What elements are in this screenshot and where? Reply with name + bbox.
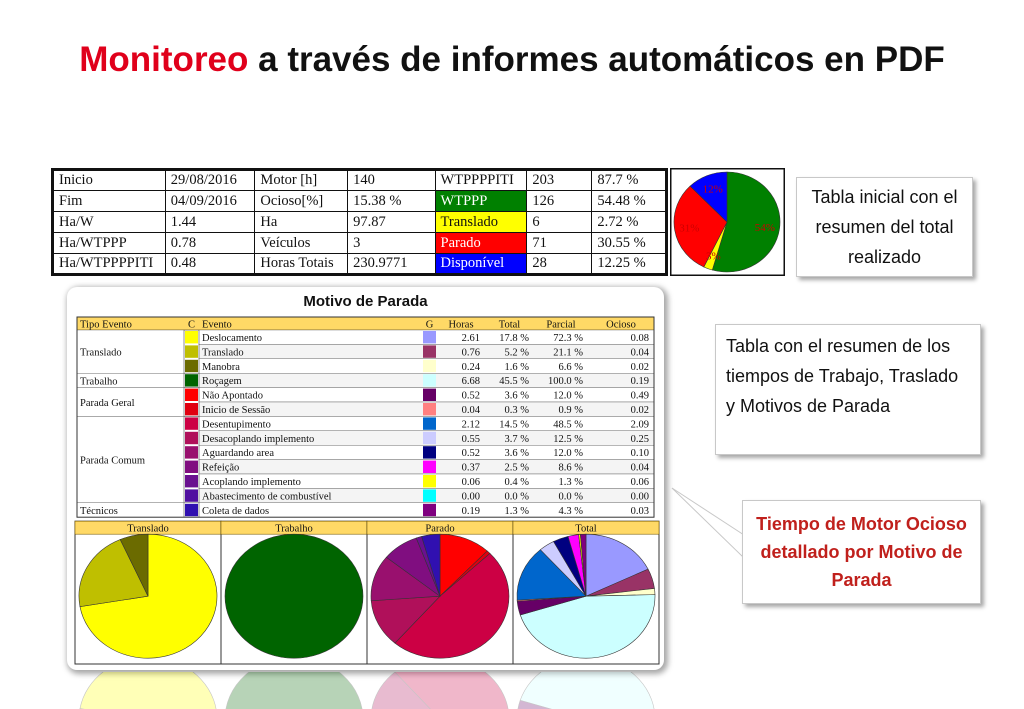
reflection-art xyxy=(67,672,664,709)
motivo-cell-event: Abastecimento de combustível xyxy=(202,491,332,503)
motivo-cell-ocioso: 0.08 xyxy=(630,333,649,344)
summary-cell: 71 xyxy=(527,233,592,254)
reflect-0-slice-2 xyxy=(80,672,217,709)
summary-cell: Horas Totais xyxy=(255,254,348,275)
motivo-group-label: Trabalho xyxy=(80,376,118,388)
motivo-cell-ocioso: 0.02 xyxy=(630,361,649,373)
motivo-cell-ocioso: 0.49 xyxy=(630,390,649,402)
motivo-c-swatch xyxy=(185,504,198,516)
motivo-cell-horas: 0.52 xyxy=(461,390,480,402)
summary-cell: 1.44 xyxy=(165,212,255,233)
motivo-cell-parcial: 4.3 % xyxy=(558,505,583,517)
motivo-cell-horas: 0.55 xyxy=(461,433,480,445)
motivo-g-swatch xyxy=(423,446,436,458)
summary-cell: Disponível xyxy=(435,254,527,275)
pie-trabalho-slice-0 xyxy=(225,534,363,658)
motivo-cell-ocioso: 0.03 xyxy=(630,505,649,517)
motivo-cell-ocioso: 0.04 xyxy=(630,462,649,474)
motivo-cell-parcial: 21.1 % xyxy=(553,347,583,359)
motivo-g-swatch xyxy=(423,374,436,386)
reflect-1-slice-0 xyxy=(225,672,363,709)
motivo-cell-event: Desentupimento xyxy=(202,419,271,431)
motivo-c-swatch xyxy=(185,432,198,444)
motivo-cell-parcial: 48.5 % xyxy=(553,419,583,431)
summary-cell: 0.78 xyxy=(165,233,255,254)
motivo-cell-event: Roçagem xyxy=(202,376,242,388)
title-rest: a través de informes automáticos en PDF xyxy=(248,40,945,79)
motivo-cell-total: 0.0 % xyxy=(504,491,529,503)
motivo-cell-ocioso: 0.00 xyxy=(630,491,649,503)
motivo-cell-event: Desacoplando implemento xyxy=(202,433,315,445)
summary-cell: 2.72 % xyxy=(592,212,667,233)
slide-title xyxy=(0,40,1024,80)
motivo-cell-total: 0.4 % xyxy=(504,477,529,488)
summary-pie-label: 3% xyxy=(705,250,721,263)
summary-cell: 0.48 xyxy=(165,254,255,275)
summary-cell: Ha/WTPPPPITI xyxy=(53,254,166,275)
motivo-cell-total: 1.3 % xyxy=(504,505,529,517)
summary-cell: Veículos xyxy=(255,233,348,254)
summary-cell: Parado xyxy=(435,233,527,254)
motivo-cell-total: 0.3 % xyxy=(504,405,529,416)
summary-row xyxy=(53,191,667,212)
motivo-g-swatch xyxy=(423,475,436,487)
motivo-table-and-pies xyxy=(67,287,664,670)
motivo-header: Total xyxy=(498,319,521,331)
summary-row xyxy=(53,170,667,191)
title-accent: Monitoreo xyxy=(79,40,249,79)
motivo-cell-horas: 0.52 xyxy=(461,448,480,460)
callout-summary: Tabla inicial con el resumen del total realizado xyxy=(796,177,973,277)
summary-table xyxy=(51,168,668,276)
motivo-group-label: Parada Comum xyxy=(80,455,146,467)
panel-reflection xyxy=(67,672,664,709)
motivo-c-swatch xyxy=(185,417,198,429)
motivo-g-swatch xyxy=(423,345,436,357)
motivo-cell-event: Manobra xyxy=(202,361,240,373)
summary-row xyxy=(53,233,667,254)
motivo-cell-total: 5.2 % xyxy=(504,347,529,359)
motivo-cell-parcial: 12.0 % xyxy=(553,448,583,460)
motivo-cell-event: Acoplando implemento xyxy=(202,477,301,488)
motivo-cell-ocioso: 0.04 xyxy=(630,347,649,359)
motivo-cell-horas: 0.24 xyxy=(461,361,480,373)
motivo-cell-event: Não Apontado xyxy=(202,390,263,402)
motivo-c-swatch xyxy=(185,331,198,343)
summary-cell: Fim xyxy=(53,191,166,212)
callout-times: Tabla con el resumen de los tiempos de Trabajo, Traslado y Motivos de Parada xyxy=(715,324,981,455)
motivo-cell-parcial: 8.6 % xyxy=(558,462,583,474)
summary-cell: Inicio xyxy=(53,170,166,191)
motivo-cell-ocioso: 0.19 xyxy=(630,376,649,388)
motivo-cell-event: Inicio de Sessão xyxy=(202,405,271,416)
motivo-g-swatch xyxy=(423,360,436,372)
summary-cell: 12.25 % xyxy=(592,254,667,275)
motivo-cell-horas: 2.12 xyxy=(461,419,480,431)
motivo-cell-total: 2.5 % xyxy=(504,462,529,474)
motivo-cell-horas: 0.06 xyxy=(461,477,480,488)
motivo-header: Parcial xyxy=(546,319,576,331)
motivo-g-swatch xyxy=(423,489,436,501)
motivo-header: G xyxy=(425,319,434,331)
summary-cell: Ha xyxy=(255,212,348,233)
motivo-cell-ocioso: 0.02 xyxy=(630,405,649,416)
summary-cell: Ocioso[%] xyxy=(255,191,348,212)
motivo-g-swatch xyxy=(423,331,436,343)
pie-title: Total xyxy=(575,523,597,535)
summary-cell: 04/09/2016 xyxy=(165,191,255,212)
motivo-cell-horas: 2.61 xyxy=(461,333,480,344)
motivo-cell-ocioso: 0.06 xyxy=(630,477,649,488)
motivo-cell-event: Translado xyxy=(202,347,244,359)
motivo-header: Horas xyxy=(448,319,474,331)
pie-title: Trabalho xyxy=(275,523,313,535)
summary-pie-chart xyxy=(670,168,785,276)
summary-cell: Ha/WTPPP xyxy=(53,233,166,254)
motivo-cell-total: 17.8 % xyxy=(499,333,529,344)
motivo-group-label: Translado xyxy=(80,347,122,359)
summary-cell: 15.38 % xyxy=(348,191,435,212)
summary-cell: 3 xyxy=(348,233,435,254)
summary-pie-label: 54% xyxy=(754,222,775,235)
motivo-c-swatch xyxy=(185,360,198,372)
motivo-cell-total: 3.7 % xyxy=(504,433,529,445)
motivo-g-swatch xyxy=(423,504,436,516)
summary-row xyxy=(53,254,667,275)
motivo-cell-horas: 0.76 xyxy=(461,347,480,359)
summary-cell: 54.48 % xyxy=(592,191,667,212)
motivo-cell-horas: 0.19 xyxy=(461,505,480,517)
motivo-g-swatch xyxy=(423,432,436,444)
pie-title: Translado xyxy=(127,523,169,535)
motivo-cell-event: Coleta de dados xyxy=(202,505,270,517)
summary-cell: 140 xyxy=(348,170,435,191)
summary-cell: 87.7 % xyxy=(592,170,667,191)
motivo-header: C xyxy=(187,319,196,331)
summary-cell: WTPPP xyxy=(435,191,527,212)
motivo-cell-horas: 6.68 xyxy=(461,376,480,388)
summary-cell: 203 xyxy=(527,170,592,191)
motivo-cell-horas: 0.04 xyxy=(461,405,480,416)
motivo-cell-event: Refeição xyxy=(202,462,240,474)
summary-cell: 6 xyxy=(527,212,592,233)
motivo-header: Tipo Evento xyxy=(80,319,132,331)
callout-tail xyxy=(660,480,750,570)
pie-title: Parado xyxy=(425,523,455,535)
motivo-cell-parcial: 12.5 % xyxy=(553,433,583,445)
motivo-header: Evento xyxy=(202,319,232,331)
motivo-cell-horas: 0.00 xyxy=(461,491,480,503)
motivo-parada-panel xyxy=(67,287,664,670)
summary-pie-label: 12% xyxy=(702,183,723,196)
motivo-cell-parcial: 0.0 % xyxy=(558,491,583,503)
motivo-cell-total: 3.6 % xyxy=(504,390,529,402)
motivo-cell-event: Aguardando area xyxy=(202,448,275,460)
motivo-cell-total: 14.5 % xyxy=(499,419,529,431)
motivo-group-label: Técnicos xyxy=(80,506,118,517)
motivo-c-swatch xyxy=(185,489,198,501)
motivo-cell-ocioso: 2.09 xyxy=(630,419,649,431)
motivo-cell-parcial: 100.0 % xyxy=(548,376,583,388)
callout-idle-motor: Tiempo de Motor Ocioso detallado por Motivo de Parada xyxy=(742,500,981,604)
reflect-3-slice-9 xyxy=(520,672,655,709)
motivo-c-swatch xyxy=(185,446,198,458)
summary-cell: 230.9771 xyxy=(348,254,435,275)
motivo-g-swatch xyxy=(423,389,436,401)
motivo-c-swatch xyxy=(185,374,198,386)
panel-title: Motivo de Parada xyxy=(303,293,428,310)
motivo-cell-parcial: 0.9 % xyxy=(558,405,583,416)
motivo-header: Ocioso xyxy=(606,319,636,331)
summary-cell: 126 xyxy=(527,191,592,212)
summary-table-wrap xyxy=(51,168,668,275)
summary-cell: 29/08/2016 xyxy=(165,170,255,191)
motivo-c-swatch xyxy=(185,403,198,415)
motivo-cell-ocioso: 0.10 xyxy=(630,448,649,460)
summary-pie-label: 31% xyxy=(679,222,700,235)
summary-cell: Translado xyxy=(435,212,527,233)
summary-cell: 30.55 % xyxy=(592,233,667,254)
motivo-g-swatch xyxy=(423,403,436,415)
motivo-g-swatch xyxy=(423,461,436,473)
motivo-cell-horas: 0.37 xyxy=(461,462,480,474)
motivo-c-swatch xyxy=(185,461,198,473)
motivo-cell-event: Deslocamento xyxy=(202,333,263,344)
summary-cell: WTPPPPITI xyxy=(435,170,527,191)
summary-cell: Ha/W xyxy=(53,212,166,233)
motivo-cell-total: 1.6 % xyxy=(504,361,529,373)
motivo-cell-parcial: 1.3 % xyxy=(558,477,583,488)
summary-cell: 97.87 xyxy=(348,212,435,233)
motivo-cell-total: 45.5 % xyxy=(499,376,529,388)
motivo-cell-parcial: 6.6 % xyxy=(558,361,583,373)
motivo-c-swatch xyxy=(185,475,198,487)
motivo-cell-ocioso: 0.25 xyxy=(630,433,649,445)
summary-cell: 28 xyxy=(527,254,592,275)
motivo-g-swatch xyxy=(423,417,436,429)
motivo-group-label: Parada Geral xyxy=(80,398,135,409)
motivo-c-swatch xyxy=(185,389,198,401)
motivo-cell-total: 3.6 % xyxy=(504,448,529,460)
summary-cell: Motor [h] xyxy=(255,170,348,191)
summary-row xyxy=(53,212,667,233)
motivo-cell-parcial: 12.0 % xyxy=(553,390,583,402)
motivo-c-swatch xyxy=(185,345,198,357)
motivo-cell-parcial: 72.3 % xyxy=(553,333,583,344)
